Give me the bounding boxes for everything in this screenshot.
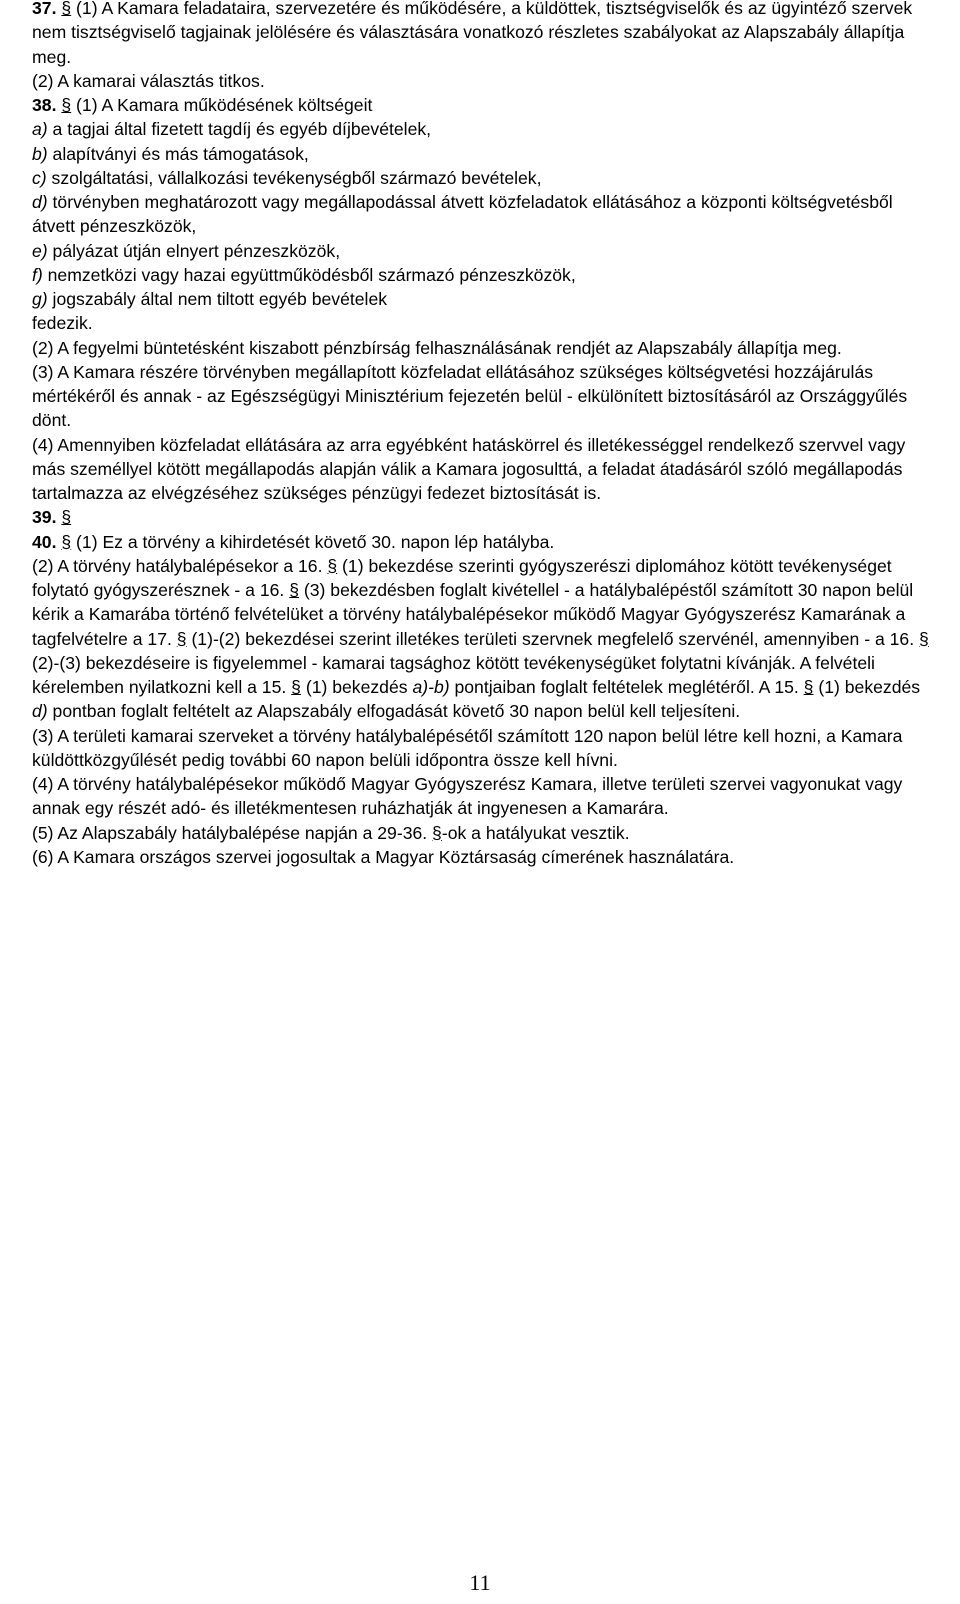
section-sign: § [803,677,814,697]
italic-reference: a)-b) [412,677,450,697]
paragraph-text: -ok a hatályukat vesztik. [441,822,630,843]
section-sign: § [919,628,929,649]
section-sign: § [291,677,301,697]
paragraph-text: (4) A törvény hatálybalépésekor működő Magyar Gyógyszerész Kamara, illetve területi szervei vagyonukat vagy annak egy részét adó- és illetékmentesen ruházhatják át ingyenesen a Kamarára. [32,774,903,819]
paragraph-text: (1)-(2) bekezdései szerint illetékes területi szervnek megfelelő szervénél, amennyiben - a 16. [186,628,919,649]
section-38-intro [0,93,960,117]
section-38-number: 38. [32,95,57,115]
section-40-paragraph-1 [0,530,960,554]
section-40-number: 40. [32,531,57,552]
item-text: nemzetközi vagy hazai együttműködésből származó pénzeszközök, [47,264,576,285]
section-38-intro-text: (1) A Kamara működésének költségeit [76,95,373,115]
item-letter: c) [32,167,47,188]
paragraph-text: (2)-(3) bekezdéseire is figyelemmel - kamarai tagsághoz kötött tevékenységüket folytatni kívánják. A felvételi kérelemben nyilatkozni kell a 15. [32,652,875,697]
section-40-paragraph-2 [0,554,960,724]
section-39 [0,505,960,529]
item-letter: a) [32,119,48,140]
section-38-item-f [0,263,960,287]
closing-text: fedezik. [32,313,93,334]
section-38-item-e [0,239,960,263]
paragraph-text: (5) Az Alapszabály hatálybalépése napján a 29-36. [32,822,433,843]
section-40-paragraph-4 [0,772,960,821]
paragraph-text: (3) A területi kamarai szerveket a törvény hatálybalépésétől számított 120 napon belül létre kell hozni, a Kamara küldöttközgyűlését pedig további 60 napon belüli időpontra össze kell hívni. [32,725,903,770]
section-39-sign: § [61,507,72,528]
section-38-closing [0,311,960,335]
section-38-sign: § [61,95,72,115]
paragraph-text: (1) bekezdés [813,677,921,697]
item-letter: e) [32,240,48,261]
paragraph-text: (1) bekezdés [300,677,413,697]
item-text: pályázat útján elnyert pénzeszközök, [52,240,341,261]
section-40-paragraph-5 [0,821,960,845]
item-text: a tagjai által fizetett tagdíj és egyéb díjbevételek, [52,119,432,140]
section-38-paragraph-3 [0,360,960,433]
section-sign: § [289,580,299,600]
paragraph-text: (1) bekezdése szerinti gyógyszerészi diplomához kötött tevékenységet folytató gyógyszerésznek - a 16. [32,555,892,600]
section-38-paragraph-2 [0,336,960,360]
section-38-item-b [0,142,960,166]
item-letter: d) [32,192,48,212]
section-sign: § [327,555,338,576]
section-sign: § [176,628,187,649]
paragraph-text: (6) A Kamara országos szervei jogosultak a Magyar Köztársaság címerének használatára. [32,846,735,867]
item-text: szolgáltatási, vállalkozási tevékenységből származó bevételek, [51,167,542,188]
section-37-paragraph-1 [0,0,960,69]
section-38-item-d [0,190,960,239]
item-letter: f) [32,264,43,285]
section-37-paragraph-2 [0,69,960,93]
paragraph-text: (1) Ez a törvény a kihirdetését követő 30. napon lép hatályba. [76,531,555,552]
section-40-paragraph-3 [0,724,960,773]
section-38-item-g [0,287,960,311]
section-38-paragraph-4 [0,433,960,506]
page-number: 11 [469,1570,491,1595]
paragraph-text: (2) A fegyelmi büntetésként kiszabott pénzbírság felhasználásának rendjét az Alapszabály állapítja meg. [32,337,842,358]
item-text: törvényben meghatározott vagy megállapodással átvett közfeladatok ellátásához a központi költségvetésből átvett pénzeszközök, [32,192,893,237]
paragraph-text: (3) bekezdésben foglalt kivétellel - a hatálybalépéstől számított 30 napon belül kérik a Kamarába történő felvételüket a törvény hatálybalépésekor működő Magyar Gyógyszerész Kamarának a tagfelvételre a 17. [32,580,914,649]
section-40-paragraph-6 [0,845,960,869]
section-39-number: 39. [32,507,57,528]
italic-reference: d) [32,701,48,722]
section-38-item-c [0,166,960,190]
paragraph-text: pontban foglalt feltételt az Alapszabály elfogadását követő 30 napon belül kell teljesíteni. [47,701,741,722]
paragraph-text: pontjaiban foglalt feltételek meglétéről. A 15. [449,677,804,697]
item-letter: b) [32,143,48,164]
section-sign: § [432,822,442,843]
paragraph-text: (3) A Kamara részére törvényben megállapított közfeladat ellátásához szükséges költségvetési hozzájárulás mértékéről és annak - az Egészségügyi Minisztérium fejezetén belül - elkülönített biztosításáról az Országgyűlés dönt. [32,361,908,431]
paragraph-text: (2) A törvény hatálybalépésekor a 16. [32,555,328,576]
section-37-sign: § [61,0,72,18]
item-letter: g) [32,289,48,309]
paragraph-text: (4) Amennyiben közfeladat ellátására az arra egyébként hatáskörrel és illetékességgel rendelkező szervvel vagy más személlyel kötött megállapodás alapján válik a Kamara jogosulttá, a feladat átadásáról szóló megállapodás tartalmazza az elvégzéséhez szükséges pénzügyi fedezet biztosítását is. [32,434,906,503]
section-38-item-a [0,117,960,141]
section-37-text-1: (1) A Kamara feladataira, szervezetére és működésére, a küldöttek, tisztségviselők és az ügyintéző szervek nem tisztségviselő tagjainak jelölésére és választására vonatkozó részletes szabályokat az Alapszabály állapítja meg. [32,0,913,67]
section-37-text-2: (2) A kamarai választás titkos. [32,70,265,91]
section-40-sign: § [61,531,72,552]
item-text: alapítványi és más támogatások, [52,143,309,164]
section-37-number: 37. [32,0,57,18]
item-text: jogszabály által nem tiltott egyéb bevételek [52,289,388,309]
